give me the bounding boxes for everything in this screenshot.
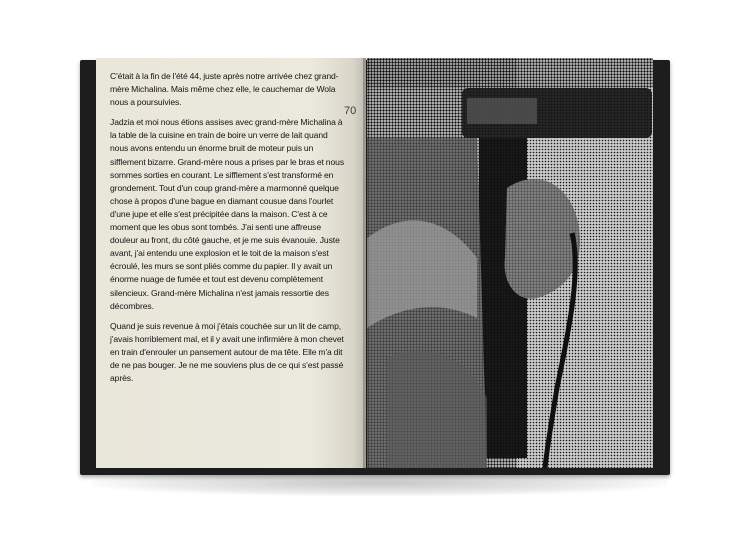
paragraph-2: Jadzia et moi nous étions assises avec grand-mère Michalina à la table de la cuisine en train de boire un verre de lait quand nous avons entendu un énorme bruit de moteur puis un sifflement bizarre. Grand-mère nous a prises par le bras et nous sommes sorties en courant. Le sifflement s'est transformé en grondement. Tout d'un coup grand-mère a marmonné quelque chose à propos d'une bague en diamant cousue dans l'ourlet d'une jupe et elle s'est précipitée dans la maison. C'est à ce moment que les obus sont tombés. J'ai senti une affreuse douleur au front, du côté gauche, et je me suis évanouie. Juste avant, j'ai entendu une explosion et le toit de la maison s'est écroulé, les murs se sont pliés comme du papier. Il y avait un énorme nuage de fumée et tout est devenu complètement silencieux. Grand-mère Michalina n'est jamais ressortie des décombres. xyxy=(110,117,345,311)
page-number: 70 xyxy=(344,105,357,117)
body-text xyxy=(110,70,345,392)
book-gutter xyxy=(363,58,371,468)
right-page-photo xyxy=(367,58,653,468)
left-page xyxy=(96,58,366,468)
paragraph-3: Quand je suis revenue à moi j'étais couchée sur un lit de camp, j'avais horriblement mal, et il y avait une infirmière à mon chevet en train d'enrouler un pansement autour de ma tête. Elle m'a dit de ne pas bouger. Je ne me souviens plus de ce qui s'est passé après. xyxy=(110,320,344,384)
halftone-photo-of-gun xyxy=(367,58,653,468)
paragraph-1: C'était à la fin de l'été 44, juste après notre arrivée chez grand-mère Michalina. Mais même chez elle, le cauchemar de Wola nous a poursuivies. xyxy=(110,71,339,108)
